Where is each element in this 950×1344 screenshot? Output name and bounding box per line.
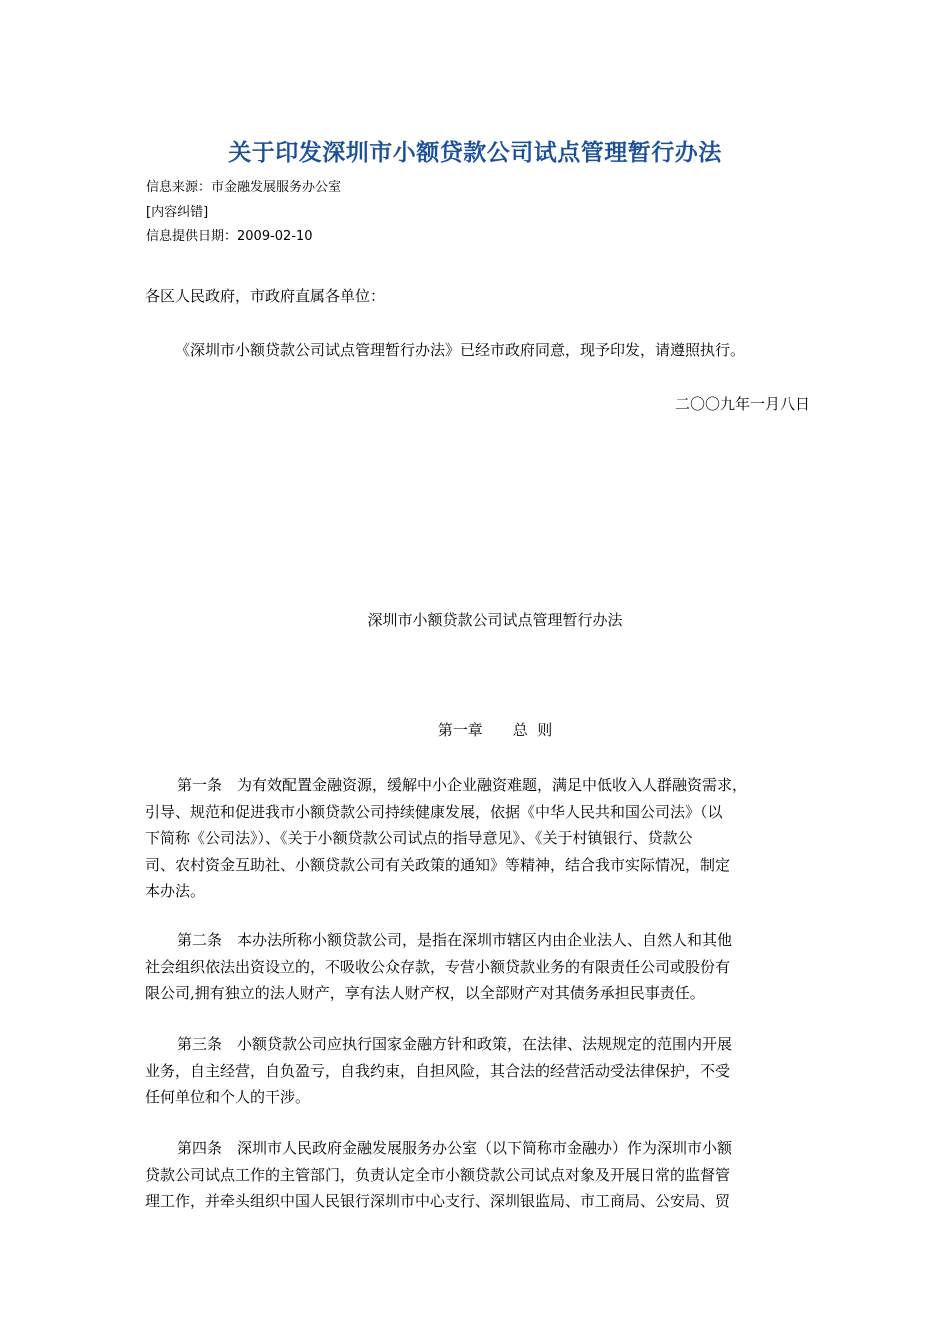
article-2 <box>145 927 810 1007</box>
info-date: 信息提供日期：2009-02-10 <box>146 229 313 244</box>
notice-paragraph: 《深圳市小额贷款公司试点管理暂行办法》已经市政府同意，现予印发，请遵照执行。 <box>175 341 746 359</box>
info-source: 信息来源：市金融发展服务办公室 <box>146 180 342 195</box>
addressee: 各区人民政府，市政府直属各单位： <box>145 287 386 305</box>
sign-date: 二〇〇九年一月八日 <box>674 395 810 413</box>
article-line: 第二条 本办法所称小额贷款公司，是指在深圳市辖区内由企业法人、自然人和其他 <box>177 931 733 949</box>
article-4 <box>145 1135 810 1215</box>
article-line: 司、农村资金互助社、小额贷款公司有关政策的通知》等精神，结合我市实际情况，制定 <box>145 855 731 874</box>
article-line: 下简称《公司法》）、《关于小额贷款公司试点的指导意见》、《关于村镇银行、贷款公 <box>145 829 693 847</box>
article-line: 第一条 为有效配置金融资源，缓解中小企业融资难题，满足中低收入人群融资需求， <box>177 776 748 794</box>
chapter-heading: 第一章 总 则 <box>437 721 553 739</box>
article-line: 社会组织依法出资设立的，不吸收公众存款，专营小额贷款业务的有限责任公司或股份有 <box>145 957 731 976</box>
article-line: 本办法。 <box>145 882 206 900</box>
article-line: 任何单位和个人的干涉。 <box>145 1088 311 1106</box>
article-line: 业务，自主经营，自负盈亏，自我约束，自担风险，其合法的经营活动受法律保护，不受 <box>145 1061 731 1080</box>
article-line: 理工作，并牵头组织中国人民银行深圳市中心支行、深圳银监局、市工商局、公安局、贸 <box>145 1192 731 1210</box>
article-3 <box>145 1031 810 1111</box>
article-line: 限公司,拥有独立的法人财产，享有法人财产权，以全部财产对其债务承担民事责任。 <box>145 984 705 1002</box>
article-line: 引导、规范和促进我市小额贷款公司持续健康发展，依据《中华人民共和国公司法》（以 <box>145 802 723 821</box>
article-line: 第四条 深圳市人民政府金融发展服务办公室（以下简称市金融办）作为深圳市小额 <box>177 1139 733 1157</box>
regulation-title: 深圳市小额贷款公司试点管理暂行办法 <box>367 611 623 629</box>
article-1 <box>145 772 810 905</box>
article-line: 贷款公司试点工作的主管部门，负责认定全市小额贷款公司试点对象及开展日常的监督管 <box>145 1165 731 1184</box>
article-line: 第三条 小额贷款公司应执行国家金融方针和政策，在法律、法规规定的范围内开展 <box>177 1035 733 1053</box>
document-title: 关于印发深圳市小额贷款公司试点管理暂行办法 <box>228 140 722 166</box>
content-correction-link[interactable]: [内容纠错] <box>146 205 209 220</box>
